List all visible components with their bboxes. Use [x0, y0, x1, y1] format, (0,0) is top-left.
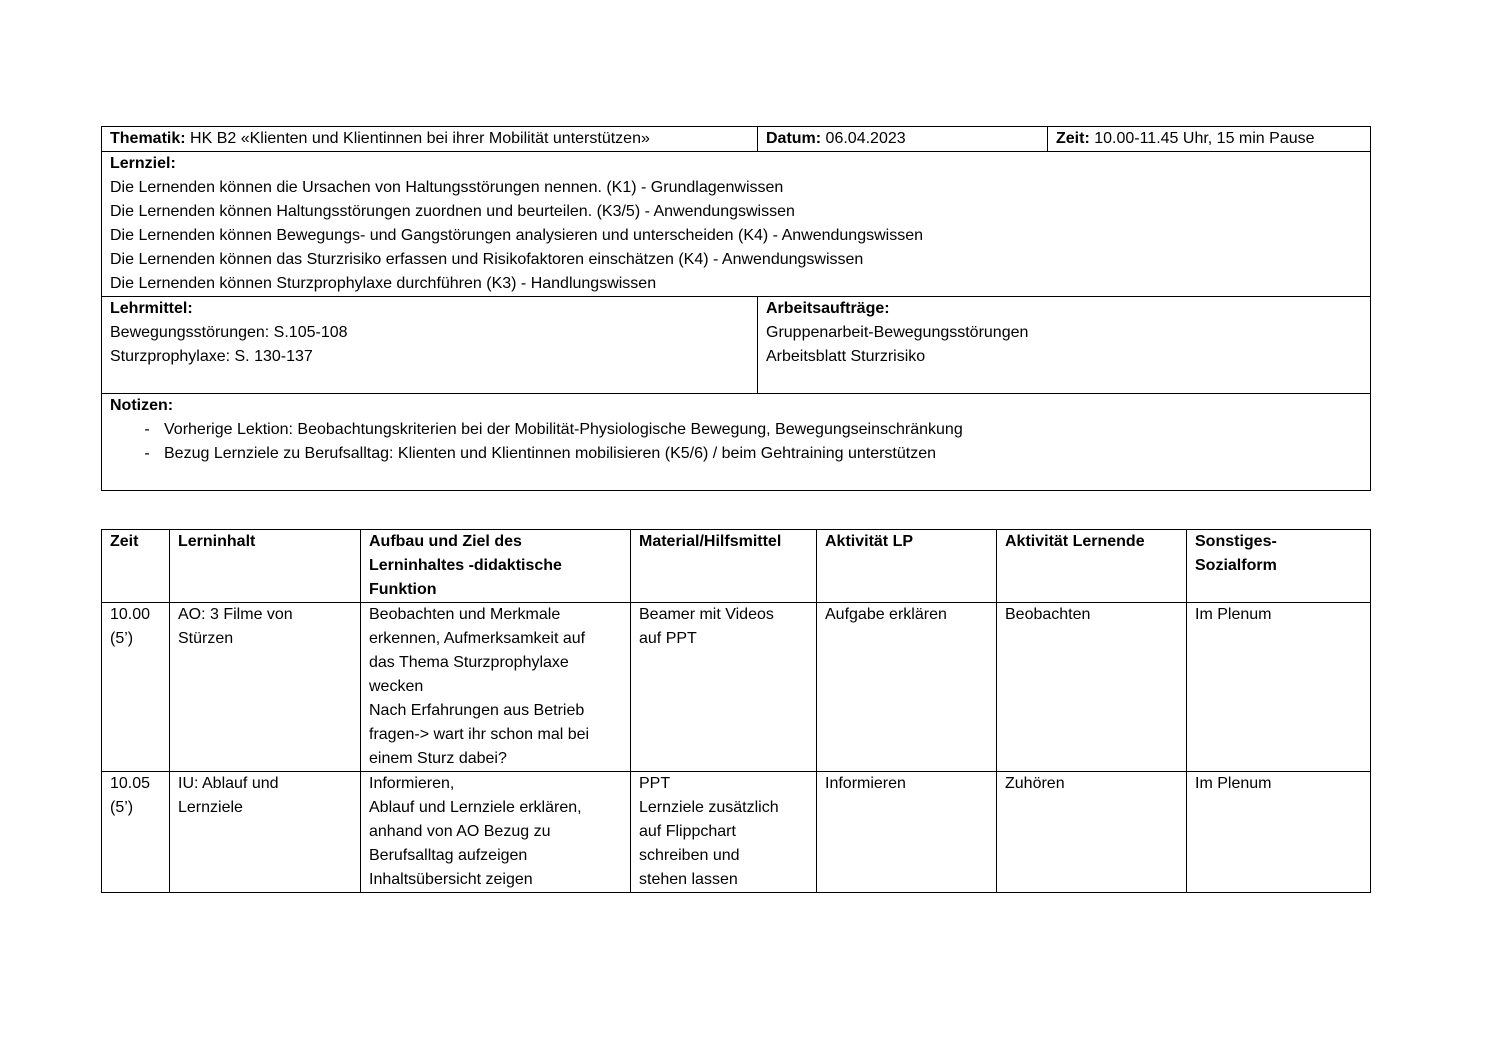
lehrmittel-item: Sturzprophylaxe: S. 130-137: [110, 348, 313, 365]
aufbau-line: anhand von AO Bezug zu: [369, 823, 551, 840]
col-header-aufbau-line: Funktion: [369, 581, 437, 598]
inhalt-line: Lernziele: [178, 799, 243, 816]
material-line: schreiben und: [639, 847, 740, 864]
zeit-line: (5’): [110, 630, 134, 647]
col-header-aufbau: [361, 530, 631, 603]
zeit-line: 10.00: [110, 606, 151, 623]
cell-zeit: [102, 603, 170, 772]
thematik-cell: [102, 127, 758, 152]
cell-zeit: [102, 772, 170, 893]
col-header-aufbau-line: Lerninhaltes -didaktische: [369, 557, 562, 574]
zeit-value: 10.00-11.45 Uhr, 15 min Pause: [1089, 130, 1315, 147]
lernziel-item: Die Lernenden können Sturzprophylaxe durchführen (K3) - Handlungswissen: [110, 275, 657, 292]
cell-aktivitaet-lp: Informieren: [817, 772, 997, 893]
aufbau-line: wecken: [369, 678, 424, 695]
thematik-value: HK B2 «Klienten und Klientinnen bei ihrer Mobilität unterstützen»: [185, 130, 650, 147]
notizen-cell: [102, 394, 1371, 491]
inhalt-line: IU: Ablauf und: [178, 775, 279, 792]
cell-sozialform: Im Plenum: [1187, 772, 1371, 893]
thematik-label: Thematik:: [110, 130, 186, 147]
aufbau-line: fragen-> wart ihr schon mal bei: [369, 726, 590, 743]
lesson-plan-table: [101, 529, 1371, 893]
inhalt-line: AO: 3 Filme von: [178, 606, 293, 623]
header-row-lernziel: [102, 152, 1371, 297]
cell-aktivitaet-lernende: Zuhören: [997, 772, 1187, 893]
aufbau-line: Inhaltsübersicht zeigen: [369, 871, 533, 888]
col-header-aktivitaet-lp: Aktivität LP: [817, 530, 997, 603]
zeit-line: 10.05: [110, 775, 151, 792]
material-line: Beamer mit Videos: [639, 606, 774, 623]
auftraege-cell: [758, 297, 1371, 394]
inhalt-line: Stürzen: [178, 630, 234, 647]
material-line: PPT: [639, 775, 671, 792]
aufbau-line: Informieren,: [369, 775, 455, 792]
plan-header-row: [102, 530, 1371, 603]
cell-lerninhalt: [170, 772, 361, 893]
col-header-zeit: Zeit: [102, 530, 170, 603]
col-header-sozialform: [1187, 530, 1371, 603]
auftraege-item: Arbeitsblatt Sturzrisiko: [766, 348, 926, 365]
header-row-notizen: [102, 394, 1371, 491]
lehrmittel-item: Bewegungsstörungen: S.105-108: [110, 324, 348, 341]
bullet-dash: -: [144, 445, 150, 462]
auftraege-label: Arbeitsaufträge:: [766, 300, 890, 317]
datum-value: 06.04.2023: [821, 130, 906, 147]
lernziel-item: Die Lernenden können Haltungsstörungen zuordnen und beurteilen. (K3/5) - Anwendungswissen: [110, 203, 795, 220]
auftraege-item: Gruppenarbeit-Bewegungsstörungen: [766, 324, 1029, 341]
lehrmittel-label: Lehrmittel:: [110, 300, 193, 317]
lernziel-item: Die Lernenden können das Sturzrisiko erfassen und Risikofaktoren einschätzen (K4) - Anwendungswissen: [110, 251, 864, 268]
notiz-text: Bezug Lernziele zu Berufsalltag: Klienten und Klientinnen mobilisieren (K5/6) / beim Gehtraining unterstützen: [164, 445, 936, 462]
zeit-line: (5’): [110, 799, 134, 816]
cell-lerninhalt: [170, 603, 361, 772]
zeit-label: Zeit:: [1056, 130, 1090, 147]
cell-aktivitaet-lp: Aufgabe erklären: [817, 603, 997, 772]
col-header-lerninhalt: Lerninhalt: [170, 530, 361, 603]
lernziel-label: Lernziel:: [110, 155, 176, 172]
notiz-item: [110, 442, 1362, 466]
notizen-label: Notizen:: [110, 397, 174, 414]
aufbau-line: Beobachten und Merkmale: [369, 606, 561, 623]
cell-sozialform: Im Plenum: [1187, 603, 1371, 772]
col-header-aufbau-line: Aufbau und Ziel des: [369, 533, 522, 550]
zeit-cell: [1048, 127, 1371, 152]
aufbau-line: erkennen, Aufmerksamkeit auf: [369, 630, 586, 647]
table-row: [102, 772, 1371, 893]
aufbau-line: Berufsalltag aufzeigen: [369, 847, 528, 864]
datum-label: Datum:: [766, 130, 822, 147]
col-header-sozial-line: Sozialform: [1195, 557, 1277, 574]
bullet-dash: -: [144, 421, 150, 438]
lernziel-item: Die Lernenden können Bewegungs- und Gangstörungen analysieren und unterscheiden (K4) - Anwendungswissen: [110, 227, 923, 244]
aufbau-line: Nach Erfahrungen aus Betrieb: [369, 702, 585, 719]
lesson-header-table: [101, 126, 1371, 491]
cell-material: [631, 772, 817, 893]
table-row: [102, 603, 1371, 772]
cell-aktivitaet-lernende: Beobachten: [997, 603, 1187, 772]
header-row-topic: [102, 127, 1371, 152]
material-line: Lernziele zusätzlich: [639, 799, 779, 816]
aufbau-line: das Thema Sturzprophylaxe: [369, 654, 569, 671]
cell-material: [631, 603, 817, 772]
notiz-item: [110, 418, 1362, 442]
lernziel-item: Die Lernenden können die Ursachen von Haltungsstörungen nennen. (K1) - Grundlagenwissen: [110, 179, 784, 196]
material-line: auf Flippchart: [639, 823, 736, 840]
lehrmittel-cell: [102, 297, 758, 394]
datum-cell: [758, 127, 1048, 152]
aufbau-line: Ablauf und Lernziele erklären,: [369, 799, 582, 816]
material-line: auf PPT: [639, 630, 697, 647]
cell-aufbau: [361, 603, 631, 772]
col-header-material: Material/Hilfsmittel: [631, 530, 817, 603]
col-header-aktivitaet-lernende: Aktivität Lernende: [997, 530, 1187, 603]
col-header-sozial-line: Sonstiges-: [1195, 533, 1277, 550]
aufbau-line: einem Sturz dabei?: [369, 750, 507, 767]
lernziel-cell: [102, 152, 1371, 297]
material-line: stehen lassen: [639, 871, 738, 888]
notiz-text: Vorherige Lektion: Beobachtungskriterien bei der Mobilität-Physiologische Bewegung, Bewegungseinschränkung: [164, 421, 963, 438]
cell-aufbau: [361, 772, 631, 893]
header-row-materials: [102, 297, 1371, 394]
